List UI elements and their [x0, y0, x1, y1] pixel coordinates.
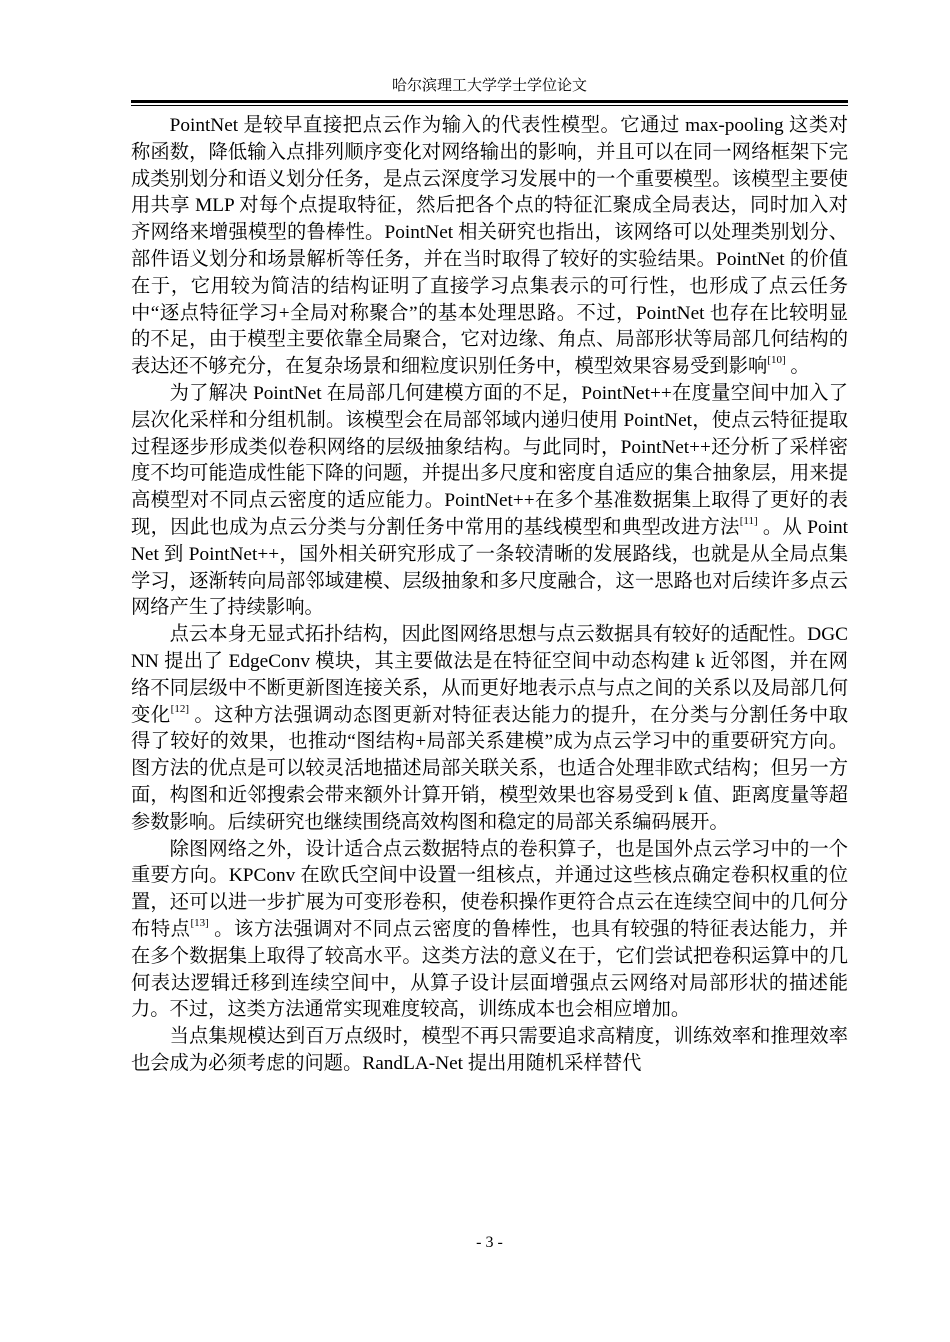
paragraph-text: PointNet 是较早直接把点云作为输入的代表性模型。它通过 max-pooling 这类对称函数，降低输入点排列顺序变化对网络输出的影响，并且可以在同一网络框架下完成类别划分和语义划分任务，是点云深度学习发展中的一个重要模型。该模型主要使用共享 MLP 对每个点提取特征，然后把各个点的特征汇聚成全局表达，同时加入对齐网络来增强模型的鲁棒性。PointNet 相关研究也指出，该网络可以处理类别划分、部件语义划分和场景解析等任务，并在当时取得了较好的实验结果。PointNet 的价值在于，它用较为简洁的结构证明了直接学习点集表示的可行性，也形成了点云任务中“逐点特征学习+全局对称聚合”的基本处理思路。不过，PointNet 也存在比较明显的不足，由于模型主要依靠全局聚合，它对边缘、角点、局部形状等局部几何结构的表达还不够充分，在复杂场景和细粒度识别任务中，模型效果容易受到影响 — [131, 115, 848, 378]
paragraph-tail: 。从 PointNet 到 PointNet++，国外相关研究形成了一条较清晰的发展路线，也就是从全局点集学习，逐渐转向局部邻域建模、层级抽象和多尺度融合，这一思路也对后续许多点云网络产生了持续影响。 — [131, 516, 848, 619]
body-text — [131, 113, 848, 1078]
header-rule-thick — [131, 100, 848, 103]
paragraph-text: 除图网络之外，设计适合点云数据特点的卷积算子，也是国外点云学习中的一个重要方向。KPConv 在欧氏空间中设置一组核点，并通过这些核点确定卷积权重的位置，还可以进一步扩展为可变形卷积，使卷积操作更符合点云在连续空间中的几何分布特点 — [131, 838, 848, 940]
paragraph-pointnet-plus-plus — [131, 381, 848, 622]
running-header: 哈尔滨理工大学学士学位论文 — [391, 78, 587, 94]
citation-marker: [11] — [739, 514, 758, 527]
paragraph-tail: 。 — [785, 356, 810, 378]
paragraph-text: 为了解决 PointNet 在局部几何建模方面的不足，PointNet++在度量空间中加入了层次化采样和分组机制。该模型会在局部邻域内递归使用 PointNet，使点云特征提取过程逐步形成类似卷积网络的层级抽象结构。与此同时，PointNet++还分析了采样密度不均可能造成性能下降的问题，并提出多尺度和密度自适应的集合抽象层，用来提高模型对不同点云密度的适应能力。PointNet++在多个基准数据集上取得了更好的表现，因此也成为点云分类与分割任务中常用的基线模型和典型改进方法 — [131, 382, 848, 538]
citation-marker: [13] — [190, 916, 209, 929]
paragraph-dgcnn — [131, 622, 848, 836]
header-rule-thin — [131, 105, 848, 106]
citation-marker: [10] — [767, 354, 786, 367]
page-number: - 3 - — [476, 1234, 503, 1251]
paragraph-randla-net — [131, 1024, 848, 1078]
paragraph-text: 当点集规模达到百万点级时，模型不再只需要追求高精度，训练效率和推理效率也会成为必须考虑的问题。RandLA-Net 提出用随机采样替代 — [131, 1026, 848, 1074]
paragraph-kpconv — [131, 837, 848, 1025]
citation-marker: [12] — [170, 702, 189, 715]
paragraph-pointnet — [131, 113, 848, 381]
paragraph-tail: 。该方法强调对不同点云密度的鲁棒性，也具有较强的特征表达能力，并在多个数据集上取得了较高水平。这类方法的意义在于，它们尝试把卷积运算中的几何表达逻辑迁移到连续空间中，从算子设计层面增强点云网络对局部形状的描述能力。不过，这类方法通常实现难度较高，训练成本也会相应增加。 — [131, 918, 849, 1021]
paragraph-tail: 。这种方法强调动态图更新对特征表达能力的提升，在分类与分割任务中取得了较好的效果，也推动“图结构+局部关系建模”成为点云学习中的重要研究方向。图方法的优点是可以较灵活地描述局部关联关系，也适合处理非欧式结构；但另一方面，构图和近邻搜索会带来额外计算开销，模型效果也容易受到 k 值、距离度量等超参数影响。后续研究也继续围绕高效构图和稳定的局部关系编码展开。 — [131, 704, 848, 833]
paragraph-text: 点云本身无显式拓扑结构，因此图网络思想与点云数据具有较好的适配性。DGCNN 提出了 EdgeConv 模块，其主要做法是在特征空间中动态构建 k 近邻图，并在网络不同层级中不断更新图连接关系，从而更好地表示点与点之间的关系以及局部几何变化 — [131, 624, 848, 726]
